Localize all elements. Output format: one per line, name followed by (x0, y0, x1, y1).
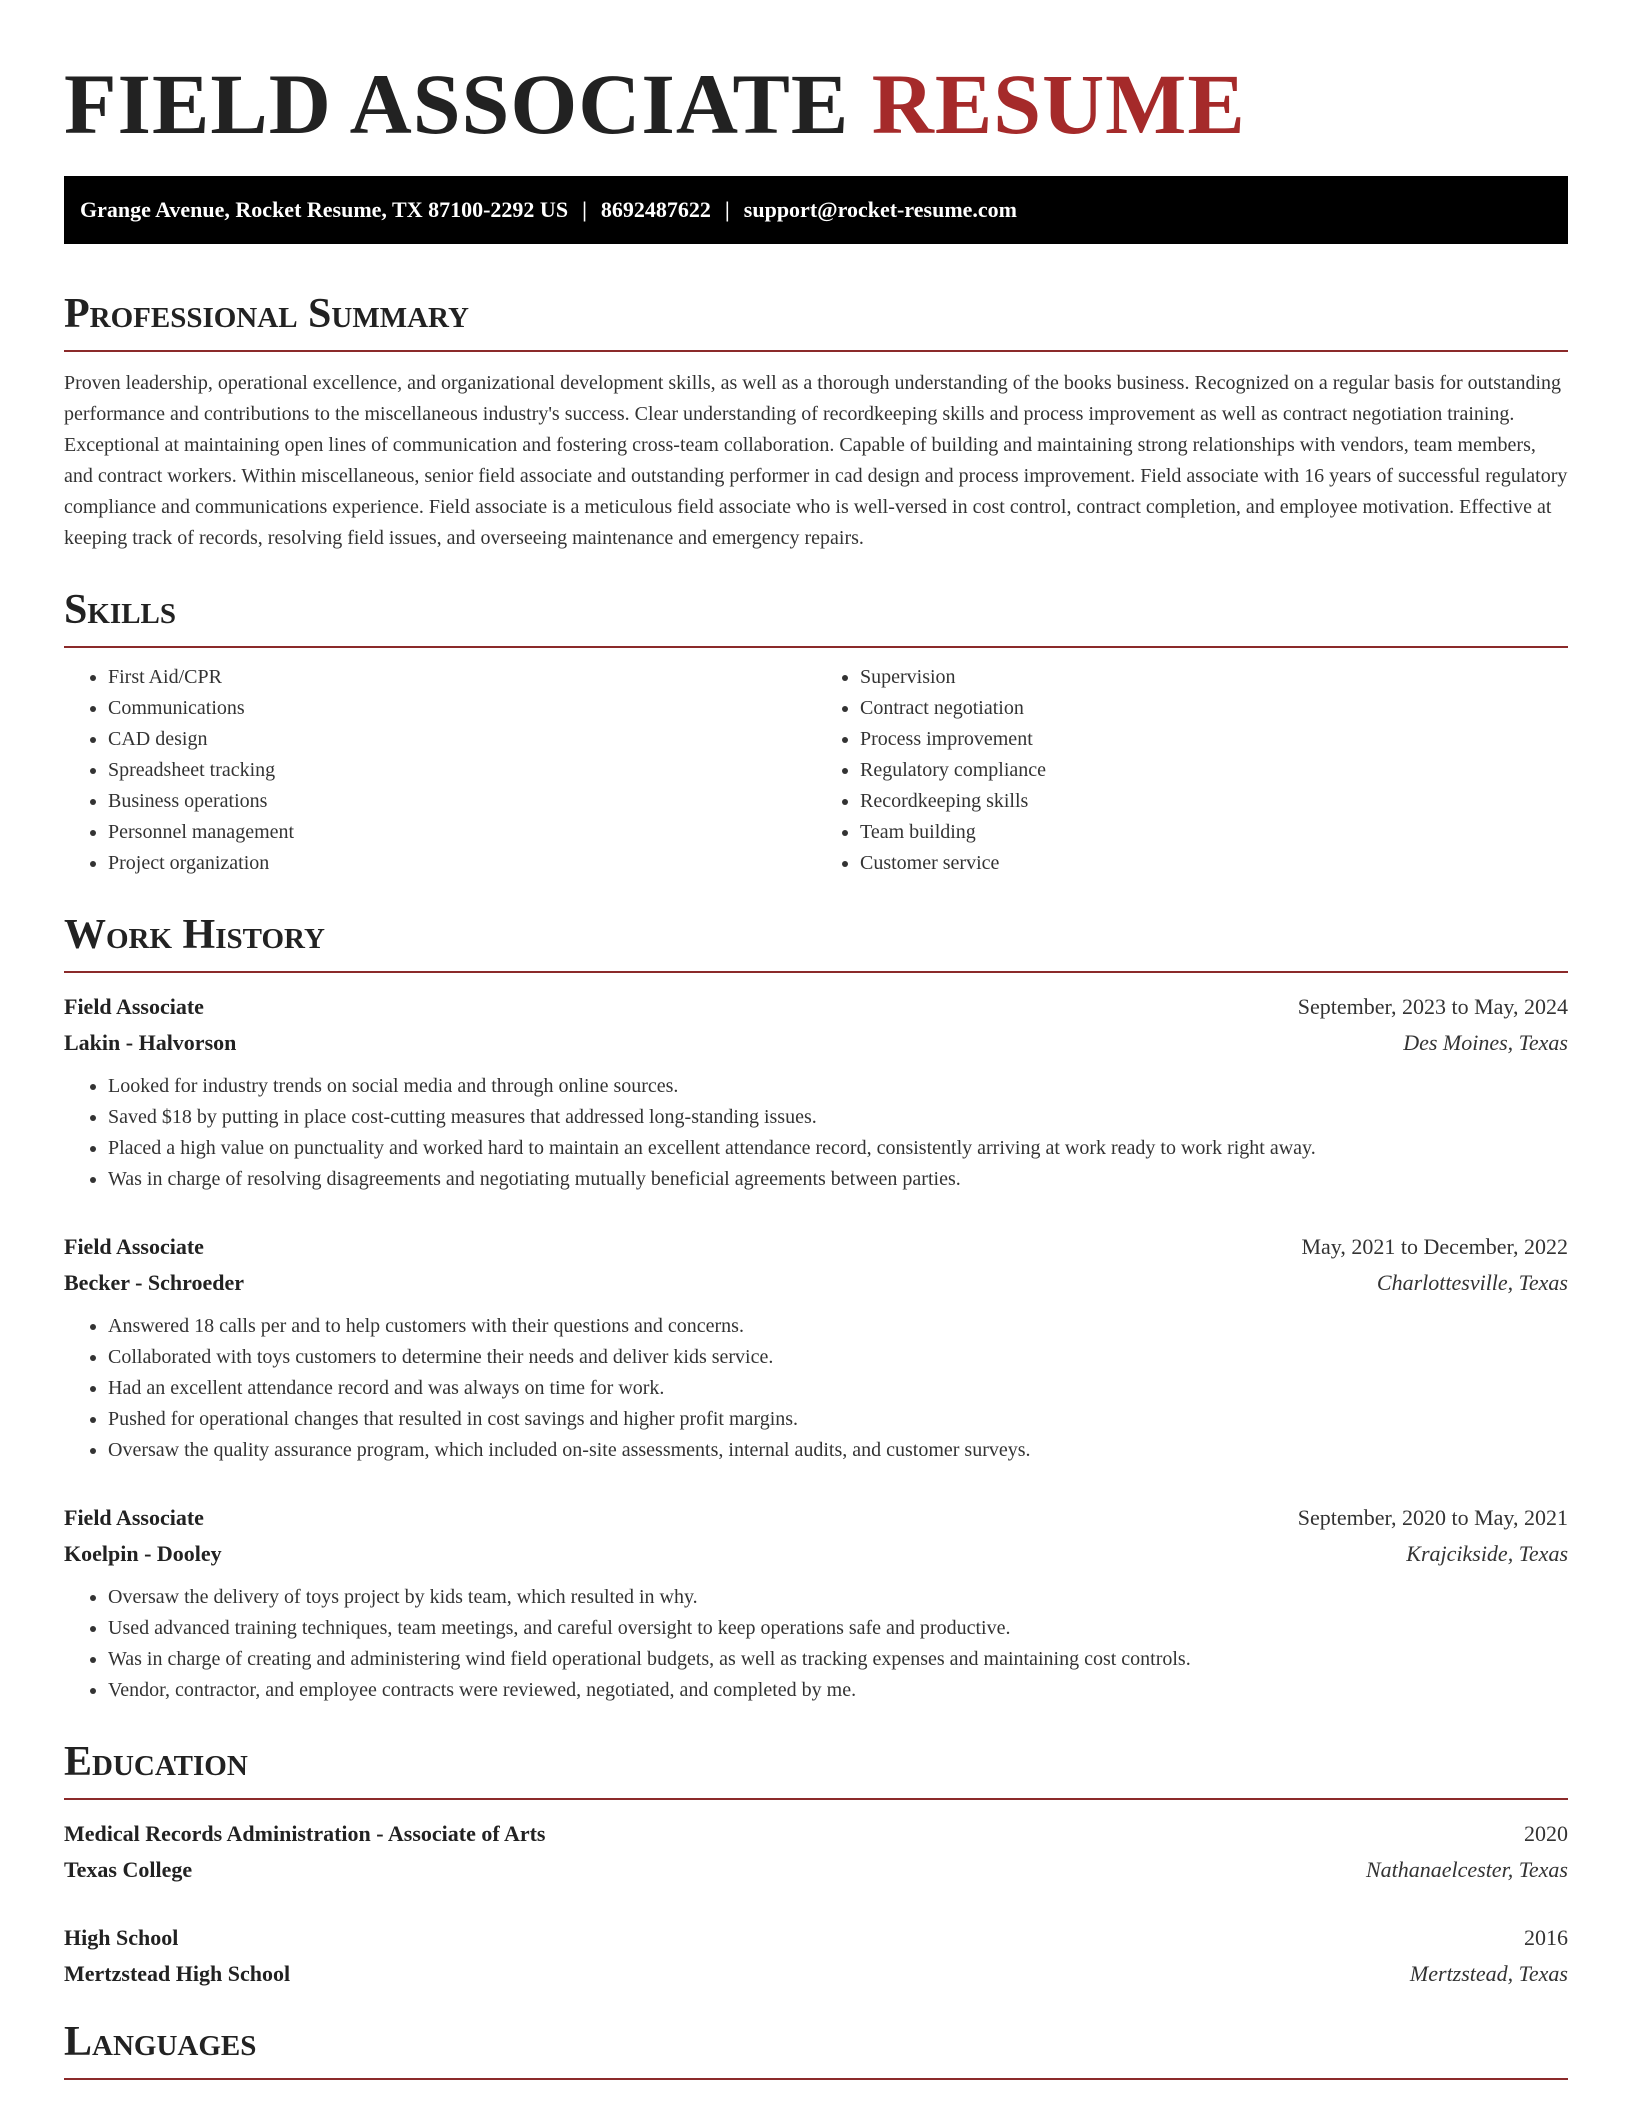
job-company-row (64, 1536, 1568, 1572)
skills-columns (64, 662, 1568, 879)
summary-heading: Professional Summary (64, 286, 1568, 352)
skill-item: • Regulatory compliance (860, 755, 1568, 786)
education-location: Nathanaelcester, Texas (1365, 1857, 1568, 1882)
education-degree: Medical Records Administration - Associate of Arts (64, 1821, 546, 1846)
job-title: Field Associate (64, 1505, 204, 1530)
contact-separator: | (582, 197, 587, 222)
resume-title (64, 56, 1568, 152)
job-bullet: • Saved $18 by putting in place cost-cutting measures that addressed long-standing issues. (108, 1102, 1568, 1133)
summary-section (64, 286, 1568, 554)
job-company-row (64, 1025, 1568, 1061)
skill-item: • Personnel management (108, 817, 816, 848)
education-year: 2016 (1524, 1925, 1568, 1950)
skills-section (64, 582, 1568, 879)
job-bullet: • Looked for industry trends on social media and through online sources. (108, 1071, 1568, 1102)
job-bullet: • Used advanced training techniques, team meetings, and careful oversight to keep operations safe and productive. (108, 1613, 1568, 1644)
education-year: 2020 (1524, 1821, 1568, 1846)
job-title: Field Associate (64, 1234, 204, 1259)
contact-separator: | (724, 197, 730, 222)
job-header-row (64, 1229, 1568, 1265)
education-location: Mertzstead, Texas (1409, 1961, 1568, 1986)
languages-section (64, 2014, 1568, 2080)
skill-item: • Project organization (108, 848, 816, 879)
job-header-row (64, 1500, 1568, 1536)
skills-list-right (816, 662, 1568, 879)
job-location: Charlottesville, Texas (1376, 1270, 1568, 1295)
contact-email: support@rocket-resume.com (743, 197, 1017, 222)
education-entry (64, 1816, 1568, 1888)
skill-item: • Communications (108, 693, 816, 724)
resume-page (64, 0, 1568, 2080)
skill-item: • CAD design (108, 724, 816, 755)
contact-phone: 8692487622 (600, 197, 711, 222)
job-company: Koelpin - Dooley (64, 1541, 222, 1566)
education-degree-row (64, 1816, 1568, 1852)
education-school: Mertzstead High School (64, 1961, 291, 1986)
skill-item: • Customer service (860, 848, 1568, 879)
job-dates: September, 2020 to May, 2021 (1297, 1505, 1568, 1530)
job-company: Becker - Schroeder (64, 1270, 245, 1295)
education-degree: High School (64, 1925, 179, 1950)
job-bullet: • Pushed for operational changes that resulted in cost savings and higher profit margins. (108, 1404, 1568, 1435)
job-bullet: • Answered 18 calls per and to help customers with their questions and concerns. (108, 1311, 1568, 1342)
skill-item: • Team building (860, 817, 1568, 848)
job-bullet: • Oversaw the delivery of toys project by kids team, which resulted in why. (108, 1582, 1568, 1613)
job-bullet: • Had an excellent attendance record and was always on time for work. (108, 1373, 1568, 1404)
job-location: Des Moines, Texas (1403, 1030, 1568, 1055)
job-bullet: • Collaborated with toys customers to determine their needs and deliver kids service. (108, 1342, 1568, 1373)
job-title: Field Associate (64, 994, 204, 1019)
job-bullets (64, 1311, 1568, 1466)
skills-heading: Skills (64, 582, 1568, 648)
job-bullet: • Was in charge of resolving disagreements and negotiating mutually beneficial agreements between parties. (108, 1164, 1568, 1195)
skill-item: • Spreadsheet tracking (108, 755, 816, 786)
languages-heading: Languages (64, 2014, 1568, 2080)
education-section (64, 1734, 1568, 1992)
title-accent: RESUME (871, 56, 1246, 152)
job-bullet: • Was in charge of creating and administering wind field operational budgets, as well as tracking expenses and maintaining cost controls. (108, 1644, 1568, 1675)
job-bullet: • Placed a high value on punctuality and worked hard to maintain an excellent attendance record, consistently arriving at work ready to work right away. (108, 1133, 1568, 1164)
title-main: FIELD ASSOCIATE (64, 56, 850, 152)
job-bullet: • Oversaw the quality assurance program, which included on-site assessments, internal audits, and customer surveys. (108, 1435, 1568, 1466)
job-bullet: • Vendor, contractor, and employee contracts were reviewed, negotiated, and completed by me. (108, 1675, 1568, 1706)
job-company-row (64, 1265, 1568, 1301)
skill-item: • Contract negotiation (860, 693, 1568, 724)
education-school: Texas College (64, 1857, 193, 1882)
contact-address: Grange Avenue, Rocket Resume, TX 87100-2292 US (80, 197, 569, 222)
skill-item: • Business operations (108, 786, 816, 817)
education-entry (64, 1920, 1568, 1992)
work-history-section (64, 907, 1568, 1706)
job-entry (64, 1500, 1568, 1706)
skill-item: • Recordkeeping skills (860, 786, 1568, 817)
work-history-heading: Work History (64, 907, 1568, 973)
job-company: Lakin - Halvorson (64, 1030, 237, 1055)
job-bullets (64, 1582, 1568, 1706)
contact-bar (64, 176, 1568, 244)
education-school-row (64, 1852, 1568, 1888)
skill-item: • First Aid/CPR (108, 662, 816, 693)
job-dates: September, 2023 to May, 2024 (1297, 994, 1568, 1019)
job-location: Krajcikside, Texas (1406, 1541, 1568, 1566)
job-entry (64, 1229, 1568, 1466)
skill-item: • Process improvement (860, 724, 1568, 755)
job-dates: May, 2021 to December, 2022 (1301, 1234, 1568, 1259)
education-degree-row (64, 1920, 1568, 1956)
job-header-row (64, 989, 1568, 1025)
skills-list-left (64, 662, 816, 879)
education-heading: Education (64, 1734, 1568, 1800)
education-school-row (64, 1956, 1568, 1992)
job-bullets (64, 1071, 1568, 1195)
job-entry (64, 989, 1568, 1195)
summary-text: Proven leadership, operational excellence, and organizational development skills, as well as a thorough understanding of the books business. Recognized on a regular basis for outstanding performance and contributions to the miscellaneous industry's success. Clear understanding of recordkeeping skills and process improvement as well as contract negotiation training. Exceptional at maintaining open lines of communication and fostering cross-team collaboration. Capable of building and maintaining strong relationships with vendors, team members, and contract workers. Within miscellaneous, senior field associate and outstanding performer in cad design and process improvement. Field associate with 16 years of successful regulatory compliance and communications experience. Field associate is a meticulous field associate who is well-versed in cost control, contract completion, and employee motivation. Effective at keeping track of records, resolving field issues, and overseeing maintenance and emergency repairs. (64, 372, 1568, 549)
skill-item: • Supervision (860, 662, 1568, 693)
